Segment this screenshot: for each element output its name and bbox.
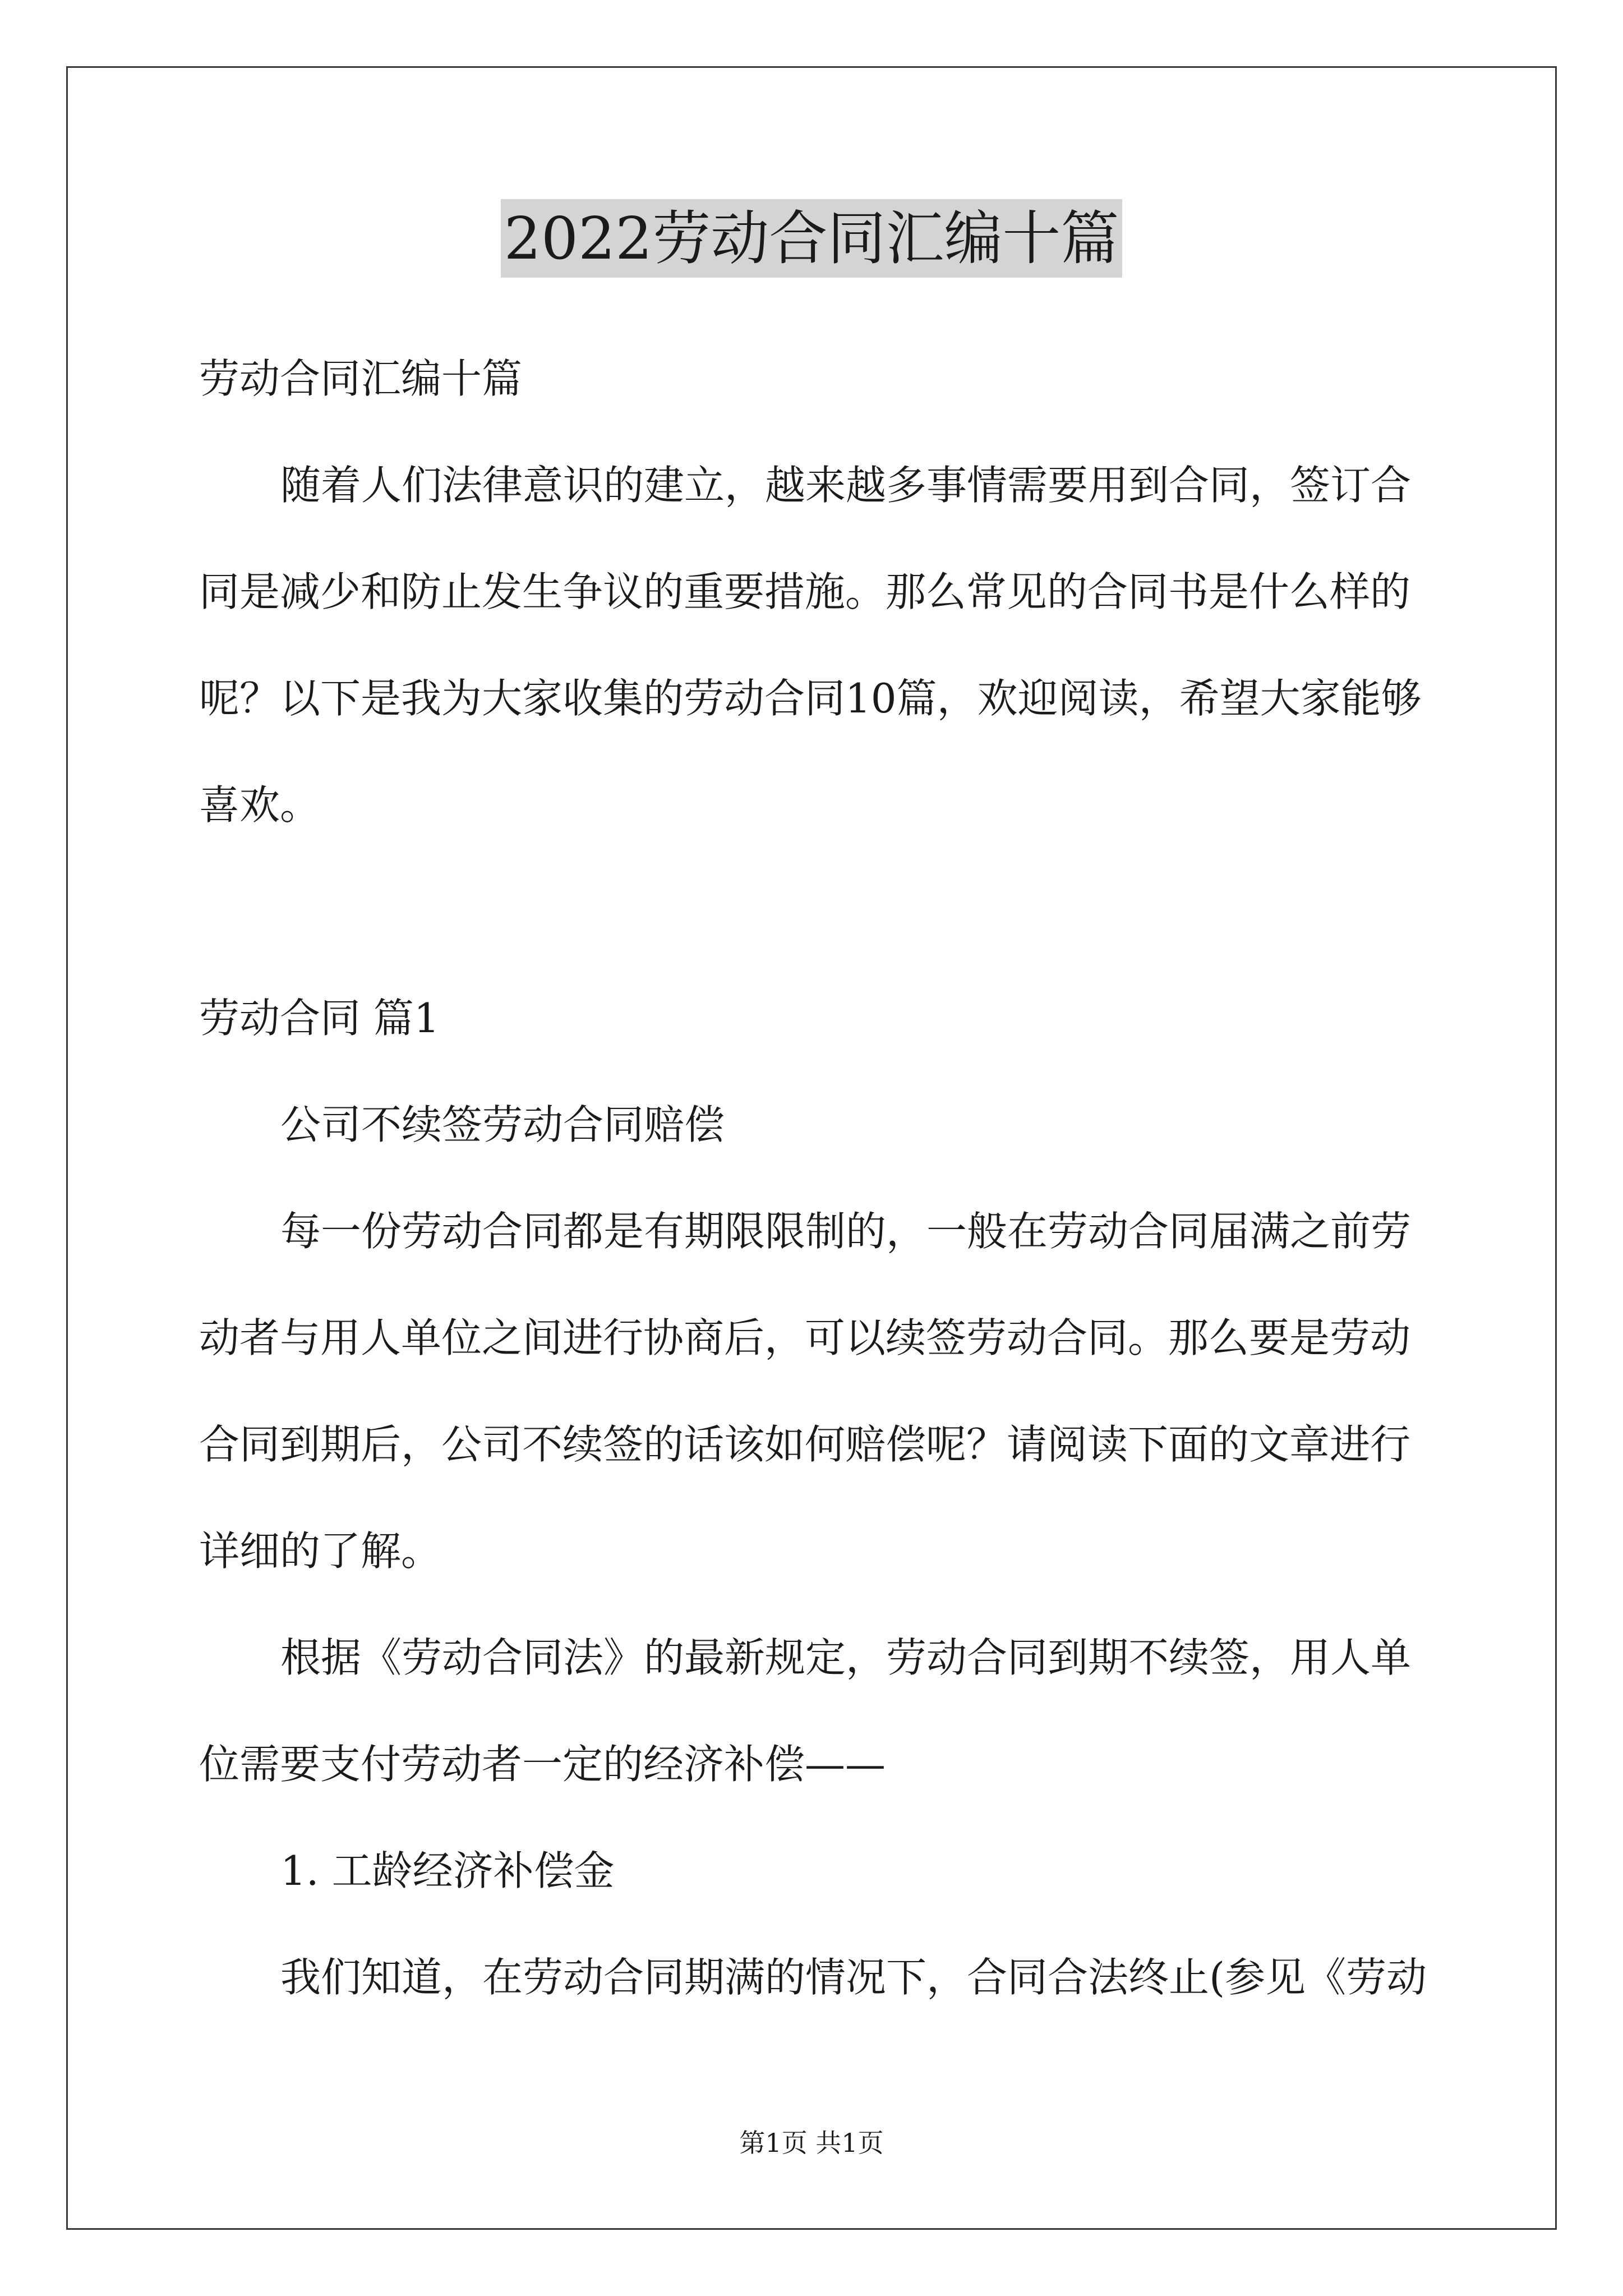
title-block [0,199,1623,278]
list-item-1: 1. 工龄经济补偿金 [280,1847,615,1894]
para3-line-1: 我们知道，在劳动合同期满的情况下，合同合法终止(参见《劳动 [280,1954,1427,2001]
intro-line-4: 喜欢。 [199,781,321,829]
page-footer: 第1页 共1页 [739,2128,884,2158]
intro-line-1: 随着人们法律意识的建立，越来越多事情需要用到合同，签订合 [280,462,1412,509]
intro-line-2: 同是减少和防止发生争议的重要措施。那么常见的合同书是什么样的 [199,568,1411,615]
para2-line-1: 根据《劳动合同法》的最新规定，劳动合同到期不续签，用人单 [280,1634,1412,1681]
para1-line-2: 动者与用人单位之间进行协商后，可以续签劳动合同。那么要是劳动 [199,1314,1411,1361]
intro-line-3: 呢？以下是我为大家收集的劳动合同10篇，欢迎阅读，希望大家能够 [199,675,1422,722]
para1-line-4: 详细的了解。 [199,1527,442,1575]
section-subtitle: 公司不续签劳动合同赔偿 [280,1101,725,1148]
document-title: 2022劳动合同汇编十篇 [501,199,1123,278]
para1-line-1: 每一份劳动合同都是有期限限制的，一般在劳动合同届满之前劳 [280,1208,1412,1255]
para1-line-3: 合同到期后，公司不续签的话该如何赔偿呢？请阅读下面的文章进行 [199,1421,1411,1468]
document-subtitle: 劳动合同汇编十篇 [199,355,523,402]
section-heading: 劳动合同 篇1 [199,995,440,1042]
para2-line-2: 位需要支付劳动者一定的经济补偿—— [199,1741,886,1788]
